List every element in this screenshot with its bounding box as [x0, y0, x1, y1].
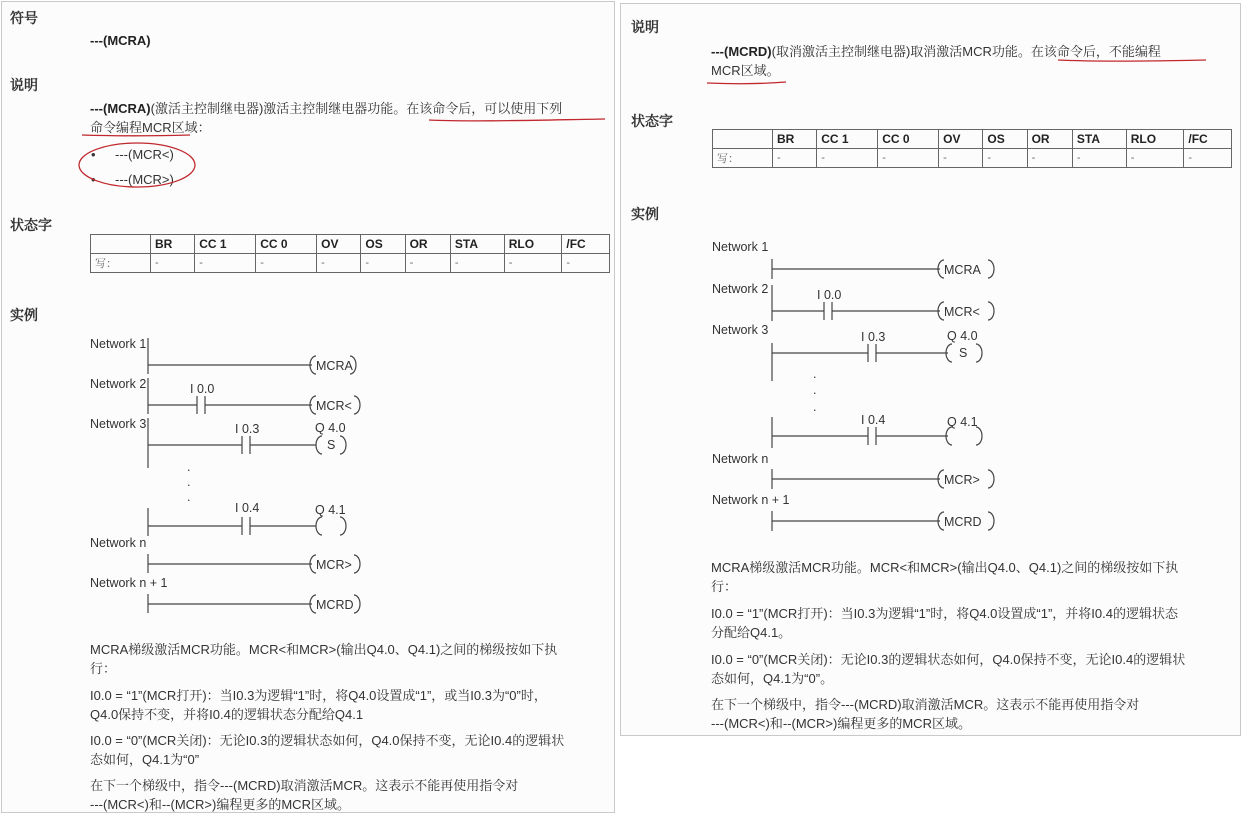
- status-header-br: BR: [151, 235, 195, 254]
- ladder-diagram-left: [82, 330, 382, 620]
- coil-set-label: S: [327, 438, 336, 452]
- status-cell: -: [1072, 149, 1126, 168]
- coil-mcr-open-label: MCR<: [944, 305, 980, 319]
- status-header-fc: /FC: [562, 235, 610, 254]
- contact-i04-label: I 0.4: [861, 413, 886, 427]
- coil-q41-label: Q 4.1: [315, 503, 346, 517]
- para1-line-2: 行：: [711, 579, 738, 594]
- bullet-dot-2: •: [91, 172, 96, 187]
- status-cell: -: [817, 149, 878, 168]
- para2-line-1: I0.0 = “1”(MCR打开)：当I0.3为逻辑“1”时，将Q4.0设置成“1”，或当I0.3为“0”时，: [90, 688, 547, 703]
- status-header-os: OS: [983, 130, 1027, 149]
- para4-line-2: ---(MCR<)和--(MCR>)编程更多的MCR区域。: [90, 797, 350, 812]
- ellipsis-dot-2: .: [813, 383, 817, 397]
- symbol-heading: 符号: [10, 10, 38, 26]
- status-header-os: OS: [361, 235, 405, 254]
- contact-i04-label: I 0.4: [235, 501, 260, 515]
- annotation-underline-1: [429, 119, 605, 121]
- annotation-underline-2: [82, 135, 190, 136]
- status-header-ov: OV: [939, 130, 983, 149]
- description-line-2: 命令编程MCR区域：: [90, 120, 211, 135]
- network-2-label: Network 2: [712, 282, 769, 296]
- status-cell: -: [983, 149, 1027, 168]
- annotation-underline-1: [1058, 60, 1206, 61]
- status-cell: -: [562, 254, 610, 273]
- para3-line-1: I0.0 = “0”(MCR关闭)：无论I0.3的逻辑状态如何，Q4.0保持不变，无论I0.4的逻辑状: [711, 652, 1186, 667]
- bullet-mcr-close: ---(MCR>): [115, 172, 174, 187]
- contact-i00-label: I 0.0: [817, 288, 842, 302]
- status-cell: -: [939, 149, 983, 168]
- status-cell: -: [361, 254, 405, 273]
- network-1-label: Network 1: [90, 337, 147, 351]
- status-header-empty: [91, 235, 151, 254]
- status-header-cc1: CC 1: [195, 235, 256, 254]
- annotation-marks: [2, 2, 616, 202]
- status-header-cc0: CC 0: [256, 235, 317, 254]
- para4-line-1: 在下一个梯级中，指令---(MCRD)取消激活MCR。这表示不能再使用指令对: [711, 697, 1140, 712]
- annotation-marks: [621, 4, 1242, 94]
- status-word-heading: 状态字: [631, 113, 673, 129]
- example-heading: 实例: [631, 206, 659, 222]
- status-cell: -: [504, 254, 562, 273]
- para1-line-1: MCRA梯级激活MCR功能。MCR<和MCR>(输出Q4.0、Q4.1)之间的梯级按如下执: [711, 560, 1179, 575]
- contact-i03-label: I 0.3: [235, 422, 260, 436]
- coil-q41-label: Q 4.1: [947, 415, 978, 429]
- status-header-ov: OV: [317, 235, 361, 254]
- status-cell: -: [878, 149, 939, 168]
- para4-line-2: ---(MCR<)和--(MCR>)编程更多的MCR区域。: [711, 716, 971, 731]
- contact-i00-label: I 0.0: [190, 382, 215, 396]
- para2-line-2: 分配给Q4.1。: [711, 625, 792, 640]
- para1-line-2: 行：: [90, 661, 117, 676]
- status-header-rlo: RLO: [1126, 130, 1184, 149]
- network-1-label: Network 1: [712, 240, 769, 254]
- annotation-underline-2: [707, 82, 786, 84]
- para3-line-2: 态如何，Q4.1为“0”。: [711, 671, 834, 686]
- status-cell: -: [450, 254, 504, 273]
- status-cell: -: [151, 254, 195, 273]
- left-panel-mcra: [1, 1, 615, 813]
- network-2-label: Network 2: [90, 377, 147, 391]
- status-cell: -: [1126, 149, 1184, 168]
- status-header-fc: /FC: [1184, 130, 1232, 149]
- description-line-2: MCR区域。: [711, 63, 780, 78]
- para1-line-1: MCRA梯级激活MCR功能。MCR<和MCR>(输出Q4.0、Q4.1)之间的梯级按如下执: [90, 642, 558, 657]
- status-word-table: [90, 234, 610, 273]
- status-header-cc1: CC 1: [817, 130, 878, 149]
- ellipsis-dot-3: .: [813, 400, 817, 414]
- status-header-sta: STA: [1072, 130, 1126, 149]
- status-cell: -: [405, 254, 450, 273]
- bullet-dot-1: •: [91, 147, 96, 162]
- para4-line-1: 在下一个梯级中，指令---(MCRD)取消激活MCR。这表示不能再使用指令对: [90, 778, 519, 793]
- status-cell: -: [256, 254, 317, 273]
- ellipsis-dot-3: .: [187, 490, 191, 504]
- description-text: (取消激活主控制继电器)取消激活MCR功能。在该命令后，不能编程: [771, 44, 1161, 59]
- status-row-label: 写：: [91, 254, 151, 273]
- status-header-cc0: CC 0: [878, 130, 939, 149]
- description-heading: 说明: [631, 19, 659, 35]
- status-header-rlo: RLO: [504, 235, 562, 254]
- network-3-label: Network 3: [712, 323, 769, 337]
- coil-mcra-label: MCRA: [316, 359, 353, 373]
- symbol-text: ---(MCRA): [90, 33, 151, 48]
- status-header-empty: [713, 130, 773, 149]
- network-3-label: Network 3: [90, 417, 147, 431]
- para3-line-1: I0.0 = “0”(MCR关闭)：无论I0.3的逻辑状态如何，Q4.0保持不变，无论I0.4的逻辑状: [90, 733, 565, 748]
- network-n-label: Network n: [90, 536, 147, 550]
- status-cell: -: [1027, 149, 1072, 168]
- status-cell: -: [1184, 149, 1232, 168]
- ladder-diagram-right: [704, 237, 1004, 537]
- para2-line-2: Q4.0保持不变，并将I0.4的逻辑状态分配给Q4.1: [90, 707, 364, 722]
- coil-mcr-close-label: MCR>: [316, 558, 352, 572]
- coil-mcr-close-label: MCR>: [944, 473, 980, 487]
- status-cell: -: [195, 254, 256, 273]
- network-n1-label: Network n + 1: [90, 576, 168, 590]
- coil-q40-label: Q 4.0: [315, 421, 346, 435]
- status-word-heading: 状态字: [10, 217, 52, 233]
- status-header-sta: STA: [450, 235, 504, 254]
- example-heading: 实例: [10, 307, 38, 323]
- coil-mcrd-label: MCRD: [316, 598, 354, 612]
- coil-mcra-label: MCRA: [944, 263, 981, 277]
- annotation-ellipse: [79, 143, 195, 187]
- status-header-or: OR: [1027, 130, 1072, 149]
- description-command: ---(MCRD): [711, 44, 772, 59]
- status-cell: -: [773, 149, 817, 168]
- coil-mcrd-label: MCRD: [944, 515, 982, 529]
- coil-q40-label: Q 4.0: [947, 329, 978, 343]
- status-word-table: [712, 129, 1232, 168]
- description-text: (激活主控制继电器)激活主控制继电器功能。在该命令后，可以使用下列: [150, 101, 563, 116]
- bullet-mcr-open: ---(MCR<): [115, 147, 174, 162]
- coil-set-label: S: [959, 346, 968, 360]
- ellipsis-dot-1: .: [813, 367, 817, 381]
- ellipsis-dot-1: .: [187, 460, 191, 474]
- status-header-or: OR: [405, 235, 450, 254]
- network-n1-label: Network n + 1: [712, 493, 790, 507]
- description-heading: 说明: [10, 77, 38, 93]
- status-header-br: BR: [773, 130, 817, 149]
- contact-i03-label: I 0.3: [861, 330, 886, 344]
- para3-line-2: 态如何，Q4.1为“0”: [90, 752, 200, 767]
- description-command: ---(MCRA): [90, 101, 151, 116]
- status-row-label: 写：: [713, 149, 773, 168]
- ellipsis-dot-2: .: [187, 475, 191, 489]
- coil-mcr-open-label: MCR<: [316, 399, 352, 413]
- right-panel-mcrd: [620, 3, 1241, 736]
- status-cell: -: [317, 254, 361, 273]
- network-n-label: Network n: [712, 452, 769, 466]
- para2-line-1: I0.0 = “1”(MCR打开)：当I0.3为逻辑“1”时，将Q4.0设置成“1”，并将I0.4的逻辑状态: [711, 606, 1178, 621]
